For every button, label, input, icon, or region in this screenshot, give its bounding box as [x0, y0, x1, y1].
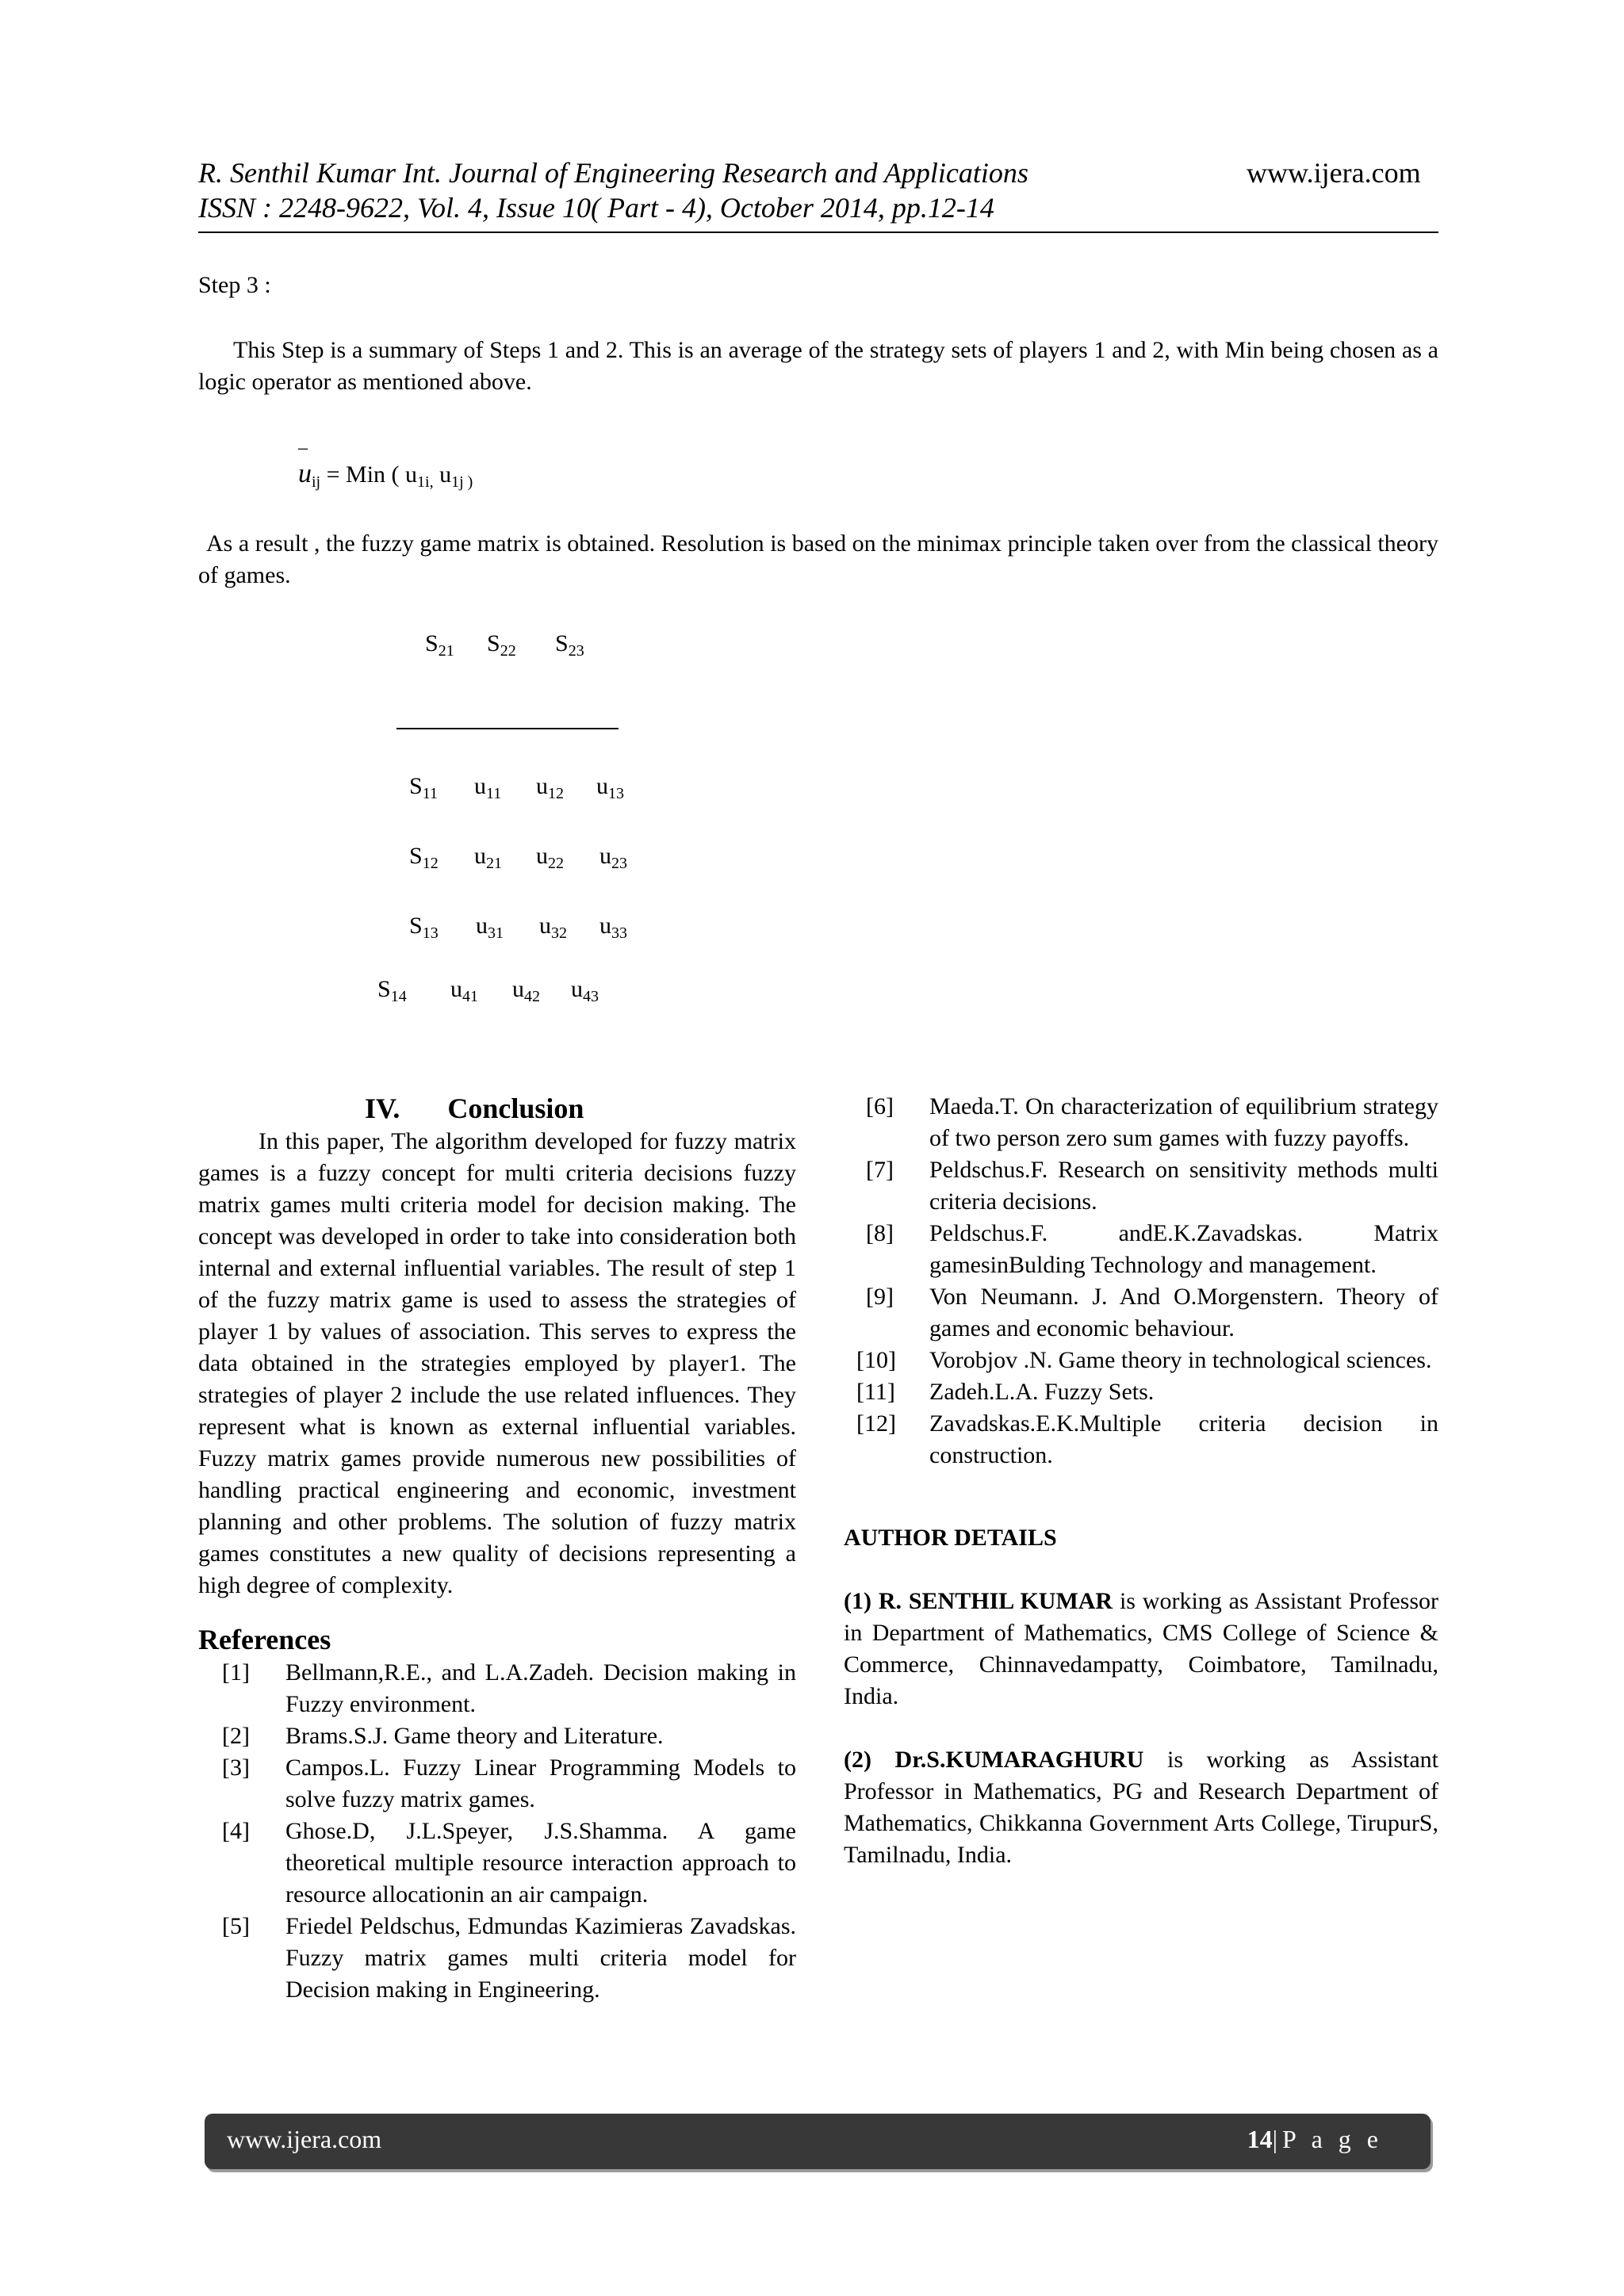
reference-item: [844, 1218, 1438, 1281]
journal-website[interactable]: www.ijera.com: [1247, 157, 1421, 189]
step3-text: This Step is a summary of Steps 1 and 2. This is an average of the strategy sets of players 1 and 2, with Min being chosen as a logic operator as mentioned above.: [198, 337, 1438, 395]
reference-number: [4]: [222, 1818, 250, 1844]
reference-text: Bellmann,R.E., and L.A.Zadeh. Decision making in Fuzzy environment.: [285, 1659, 796, 1717]
reference-number: [3]: [222, 1755, 250, 1781]
matrix-cell: $u_{11}$: [474, 773, 502, 802]
reference-number: [1]: [222, 1659, 250, 1686]
reference-item: [844, 1091, 1438, 1154]
references-heading: References: [198, 1624, 331, 1655]
author-details-heading: AUTHOR DETAILS: [844, 1525, 1057, 1551]
matrix-cell: $u_{22}$: [536, 843, 564, 872]
step3-result: As a result , the fuzzy game matrix is obtained. Resolution is based on the minimax principle taken over from the classical theory of games.: [198, 530, 1438, 588]
matrix-cell: $u_{33}$: [599, 913, 627, 942]
formula-lhs-sub: ij: [312, 473, 321, 491]
matrix-cell: $u_{31}$: [476, 913, 504, 942]
reference-number: [9]: [866, 1284, 894, 1310]
reference-text: Peldschus.F. Research on sensitivity methods multi criteria decisions.: [929, 1157, 1438, 1215]
right-column: [844, 1091, 1438, 1871]
reference-item: [844, 1376, 1438, 1408]
footer-page-number: 14: [1247, 2125, 1273, 2153]
formula-a-sub: 1i,: [417, 473, 434, 491]
reference-item: [198, 1752, 796, 1816]
formula: [298, 458, 473, 491]
matrix-rule: [396, 728, 619, 729]
journal-title: R. Senthil Kumar Int. Journal of Engineering Research and Applications: [198, 157, 1028, 189]
reference-text: Peldschus.F. andE.K.Zavadskas. Matrix gamesinBulding Technology and management.: [929, 1220, 1438, 1278]
step3-label: Step 3 :: [198, 272, 271, 298]
journal-issn: ISSN : 2248-9622, Vol. 4, Issue 10( Part - 4), October 2014, pp.12-14: [198, 192, 994, 224]
author-1-name: R. SENTHIL KUMAR: [878, 1588, 1113, 1614]
author-2: [844, 1744, 1438, 1871]
reference-text: Maeda.T. On characterization of equilibrium strategy of two person zero sum games with fuzzy payoffs.: [929, 1093, 1438, 1151]
matrix-row-label: $S_{13}$: [409, 913, 439, 942]
reference-number: [11]: [856, 1379, 895, 1405]
reference-number: [10]: [856, 1347, 896, 1373]
formula-eq: = Min (: [320, 461, 406, 488]
matrix-cell: $u_{41}$: [450, 976, 478, 1005]
matrix-col-header: $S_{23}$: [555, 630, 584, 660]
matrix-cell: $u_{42}$: [512, 976, 540, 1005]
header-rule: [198, 232, 1438, 233]
reference-item: [198, 1657, 796, 1720]
formula-b: u: [433, 461, 452, 488]
reference-text: Ghose.D, J.L.Speyer, J.S.Shamma. A game theoretical multiple resource interaction approach to resource allocationin an air campaign.: [285, 1818, 796, 1908]
formula-b-sub: 1j ): [451, 473, 473, 491]
author-1: [844, 1586, 1438, 1712]
matrix-cell: $u_{12}$: [536, 773, 564, 802]
reference-text: Campos.L. Fuzzy Linear Programming Models to solve fuzzy matrix games.: [285, 1755, 796, 1812]
references-right-list: [844, 1091, 1438, 1471]
matrix-col-header: $S_{22}$: [487, 630, 516, 660]
reference-text: Friedel Peldschus, Edmundas Kazimieras Zavadskas. Fuzzy matrix games multi criteria model for Decision making in Engineering.: [285, 1913, 796, 2003]
reference-number: [5]: [222, 1913, 250, 1939]
overbar-mark: –: [298, 438, 308, 458]
reference-text: Brams.S.J. Game theory and Literature.: [285, 1723, 664, 1749]
reference-text: Von Neumann. J. And O.Morgenstern. Theory of games and economic behaviour.: [929, 1284, 1438, 1341]
footer-page-label: |P a g e: [1272, 2125, 1383, 2153]
matrix-cell: $u_{32}$: [539, 913, 567, 942]
footer-page: [1247, 2125, 1383, 2154]
matrix-cell: $u_{43}$: [571, 976, 599, 1005]
reference-item: [844, 1281, 1438, 1345]
reference-number: [7]: [866, 1157, 894, 1183]
reference-number: [6]: [866, 1093, 894, 1119]
matrix-cell: $u_{21}$: [474, 843, 502, 872]
conclusion-heading: [198, 1091, 796, 1126]
references-left-list: [198, 1657, 796, 2006]
conclusion-heading-title: Conclusion: [447, 1093, 584, 1124]
reference-item: [198, 1816, 796, 1911]
reference-item: [198, 1720, 796, 1752]
formula-lhs: u: [298, 459, 312, 488]
matrix-row-label: $S_{14}$: [377, 976, 407, 1005]
matrix-cell: $u_{23}$: [599, 843, 627, 872]
page-footer: [205, 2114, 1431, 2169]
matrix-row-label: $S_{12}$: [409, 843, 439, 872]
matrix-row-label: $S_{11}$: [409, 773, 438, 802]
matrix-cell: $u_{13}$: [596, 773, 624, 802]
conclusion-text: In this paper, The algorithm developed for fuzzy matrix games is a fuzzy concept for multi criteria decisions fuzzy matrix games multi criteria model for decision making. The concept was developed in order to take into consideration both internal and external influential variables. The result of step 1 of the fuzzy matrix game is used to assess the strategies of player 1 by values of association. This serves to express the data obtained in the strategies employed by player1. The strategies of player 2 include the use related influences. They represent what is known as external influential variables. Fuzzy matrix games provide numerous new possibilities of handling practical engineering and economic, investment planning and other problems. The solution of fuzzy matrix games constitutes a new quality of decisions representing a high degree of complexity.: [198, 1128, 796, 1598]
left-column: [198, 1091, 796, 2006]
footer-website[interactable]: www.ijera.com: [227, 2125, 382, 2153]
reference-text: Zavadskas.E.K.Multiple criteria decision in construction.: [929, 1410, 1438, 1468]
author-2-num: (2): [844, 1747, 895, 1773]
matrix-col-header: $S_{21}$: [425, 630, 454, 660]
reference-text: Vorobjov .N. Game theory in technological sciences.: [929, 1347, 1432, 1373]
reference-item: [198, 1911, 796, 2006]
conclusion-heading-num: IV.: [365, 1093, 400, 1124]
formula-a: u: [405, 461, 418, 488]
author-1-text: is working as Assistant Professor in Department of Mathematics, CMS College of Science & Commerce, Chinnavedampatty, Coimbatore, Tamilnadu, India.: [844, 1588, 1439, 1709]
reference-text: Zadeh.L.A. Fuzzy Sets.: [929, 1379, 1155, 1405]
reference-item: [844, 1408, 1438, 1471]
reference-number: [2]: [222, 1723, 250, 1749]
author-1-num: (1): [844, 1588, 879, 1614]
reference-number: [12]: [856, 1410, 896, 1437]
reference-number: [8]: [866, 1220, 894, 1246]
reference-item: [844, 1345, 1438, 1376]
author-2-text: is working as Assistant Professor in Mathematics, PG and Research Department of Mathematics, Chikkanna Government Arts College, TirupurS, Tamilnadu, India.: [844, 1747, 1438, 1868]
author-2-name: Dr.S.KUMARAGHURU: [894, 1747, 1144, 1773]
reference-item: [844, 1154, 1438, 1218]
